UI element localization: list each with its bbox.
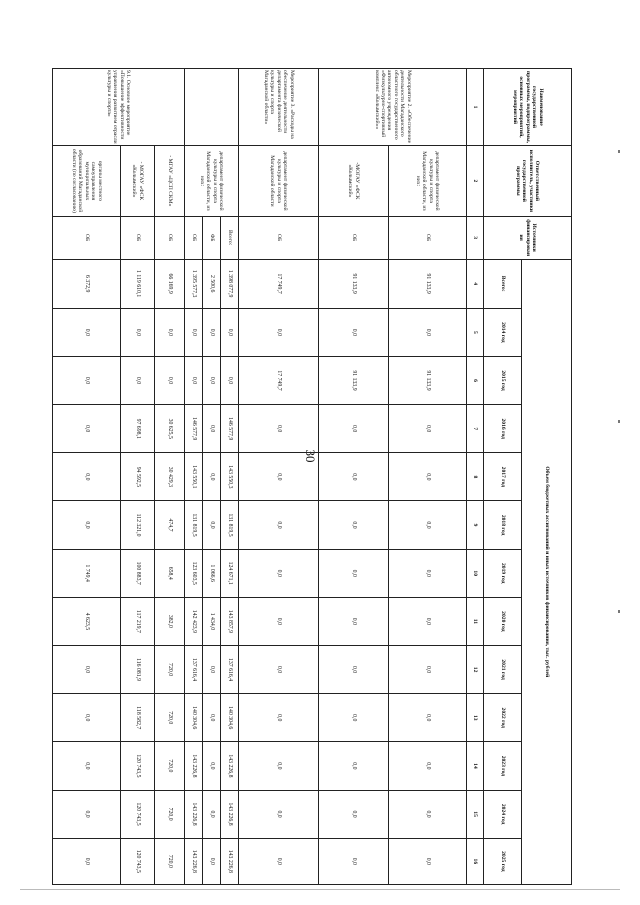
cell-value: 0,0 bbox=[203, 694, 221, 742]
cell-value: 1 066,6 bbox=[203, 549, 221, 597]
cell-value: 720,0 bbox=[155, 838, 185, 884]
cell-value: 0,0 bbox=[239, 790, 319, 838]
cell-total: 2 500,6 bbox=[203, 259, 221, 308]
cell-value: 117 219,7 bbox=[121, 597, 155, 645]
cell-value: 720,0 bbox=[155, 742, 185, 790]
row-executor: департамент физической культуры и спорта Магаданской области bbox=[239, 146, 319, 217]
header-year: 2023 год bbox=[484, 742, 522, 790]
row-source: Всего: bbox=[221, 216, 239, 259]
cell-value: 0,0 bbox=[121, 308, 155, 356]
row-source: ФБ bbox=[203, 216, 221, 259]
cell-value: 0,0 bbox=[53, 405, 121, 453]
cell-value: 0,0 bbox=[53, 742, 121, 790]
row-executor: -МОГАУ «ФСК «Колымский» bbox=[319, 146, 389, 217]
cell-value: 0,0 bbox=[319, 790, 389, 838]
cell-value: 131 819,5 bbox=[185, 501, 203, 549]
cell-value: 0,0 bbox=[319, 838, 389, 884]
cell-value: 137 616,4 bbox=[221, 645, 239, 693]
cell-value: 0,0 bbox=[239, 549, 319, 597]
cell-value: 0,0 bbox=[53, 501, 121, 549]
header-year: 2017 год bbox=[484, 453, 522, 501]
column-number: 13 bbox=[467, 694, 484, 742]
cell-value: 0,0 bbox=[155, 356, 185, 404]
cell-value: 143 226,8 bbox=[185, 742, 203, 790]
cell-value: 658,4 bbox=[155, 549, 185, 597]
header-volume: Объем бюджетных ассигнований и иных источников финансирования, тыс. рублей bbox=[522, 259, 572, 884]
cell-value: 97 698,1 bbox=[121, 405, 155, 453]
cell-value: 0,0 bbox=[185, 356, 203, 404]
scan-mark bbox=[618, 610, 620, 613]
cell-total: 91 133,9 bbox=[319, 259, 389, 308]
cell-total: 66 169,9 bbox=[155, 259, 185, 308]
cell-total: 1 398 077,9 bbox=[221, 259, 239, 308]
row-executor: департамент физической культуры и спорта Магаданской области, из них: bbox=[389, 146, 467, 217]
cell-value: 17 749,7 bbox=[239, 356, 319, 404]
cell-value: 0,0 bbox=[185, 308, 203, 356]
header-year: 2022 год bbox=[484, 694, 522, 742]
column-number: 5 bbox=[467, 308, 484, 356]
cell-value: 143 226,8 bbox=[185, 838, 203, 884]
header-year: 2020 год bbox=[484, 597, 522, 645]
row-executor: - МОГАУ «ФСК «Колымский» bbox=[121, 146, 155, 217]
header-total: Всего: bbox=[484, 259, 522, 308]
header-year: 2016 год bbox=[484, 405, 522, 453]
cell-value: 0,0 bbox=[203, 790, 221, 838]
scan-mark bbox=[618, 150, 620, 153]
cell-value: 0,0 bbox=[319, 453, 389, 501]
row-executor: - МГАУ «ЦСП СКМ» bbox=[155, 146, 185, 217]
cell-value: 4 623,5 bbox=[53, 597, 121, 645]
cell-value: 720,0 bbox=[155, 790, 185, 838]
scan-edge-line bbox=[20, 889, 620, 890]
cell-value: 0,0 bbox=[203, 356, 221, 404]
column-number: 7 bbox=[467, 405, 484, 453]
cell-value: 0,0 bbox=[53, 356, 121, 404]
column-number: 12 bbox=[467, 645, 484, 693]
cell-value: 0,0 bbox=[53, 645, 121, 693]
cell-value: 0,0 bbox=[319, 501, 389, 549]
header-year: 2019 год bbox=[484, 549, 522, 597]
cell-value: 140 304,6 bbox=[221, 694, 239, 742]
cell-value: 0,0 bbox=[319, 694, 389, 742]
cell-value: 1 434,0 bbox=[203, 597, 221, 645]
header-year: 2025 год bbox=[484, 838, 522, 884]
cell-value: 0,0 bbox=[389, 645, 467, 693]
cell-value: 0,0 bbox=[203, 308, 221, 356]
row-executor: департамент физической культуры и спорта Магаданской области, из них: bbox=[185, 146, 239, 217]
cell-value: 143 226,8 bbox=[185, 790, 203, 838]
cell-value: 112 321,0 bbox=[121, 501, 155, 549]
row-source: ОБ bbox=[185, 216, 203, 259]
cell-value: 120 743,5 bbox=[121, 838, 155, 884]
cell-value: 0,0 bbox=[239, 405, 319, 453]
cell-value: 0,0 bbox=[389, 790, 467, 838]
header-year: 2015 год bbox=[484, 356, 522, 404]
cell-value: 120 743,5 bbox=[121, 742, 155, 790]
row-name: 9.1. Основное мероприятие «Повышение эффективности управления развитием отрасли культуры и спорта» bbox=[53, 69, 185, 146]
cell-value: 0,0 bbox=[319, 742, 389, 790]
cell-value: 143 226,8 bbox=[221, 742, 239, 790]
cell-value: 146 577,9 bbox=[185, 405, 203, 453]
header-year: 2018 год bbox=[484, 501, 522, 549]
column-number: 11 bbox=[467, 597, 484, 645]
column-number: 2 bbox=[467, 146, 484, 217]
row-source: ОБ bbox=[155, 216, 185, 259]
row-source: ОБ bbox=[239, 216, 319, 259]
column-number: 4 bbox=[467, 259, 484, 308]
column-number: 10 bbox=[467, 549, 484, 597]
cell-value: 91 133,9 bbox=[389, 356, 467, 404]
header-year: 2024 год bbox=[484, 790, 522, 838]
cell-value: 0,0 bbox=[389, 838, 467, 884]
cell-total: 1 395 577,3 bbox=[185, 259, 203, 308]
cell-value: 120 743,5 bbox=[121, 790, 155, 838]
cell-value: 0,0 bbox=[203, 742, 221, 790]
header-year: 2021 год bbox=[484, 645, 522, 693]
column-number: 14 bbox=[467, 742, 484, 790]
cell-value: 143 857,9 bbox=[221, 597, 239, 645]
cell-total: 91 133,9 bbox=[389, 259, 467, 308]
cell-value: 0,0 bbox=[203, 501, 221, 549]
row-source: ОБ bbox=[389, 216, 467, 259]
cell-value: 94 592,5 bbox=[121, 453, 155, 501]
cell-total: 17 749,7 bbox=[239, 259, 319, 308]
cell-value: 0,0 bbox=[389, 453, 467, 501]
cell-value: 1 749,4 bbox=[53, 549, 121, 597]
cell-value: 0,0 bbox=[53, 694, 121, 742]
cell-value: 474,7 bbox=[155, 501, 185, 549]
cell-value: 30 625,5 bbox=[155, 405, 185, 453]
header-source: Источники финансирования bbox=[484, 216, 572, 259]
cell-value: 0,0 bbox=[239, 742, 319, 790]
cell-value: 720,0 bbox=[155, 694, 185, 742]
cell-value: 0,0 bbox=[121, 356, 155, 404]
column-number: 6 bbox=[467, 356, 484, 404]
cell-value: 124 671,1 bbox=[221, 549, 239, 597]
cell-value: 143 550,3 bbox=[221, 453, 239, 501]
row-executor: органы местного самоуправления муниципальных образований Магаданской области (по согласованию) bbox=[53, 146, 121, 217]
cell-value: 0,0 bbox=[239, 453, 319, 501]
cell-value: 0,0 bbox=[221, 356, 239, 404]
row-name: Мероприятие 3. «Расходы на обеспечение деятельности департамента физической культуры и спорта Магаданской области» bbox=[239, 69, 319, 146]
cell-total: 6 372,9 bbox=[53, 259, 121, 308]
cell-value: 100 883,7 bbox=[121, 549, 155, 597]
cell-value: 0,0 bbox=[239, 694, 319, 742]
cell-value: 0,0 bbox=[389, 694, 467, 742]
row-source: ОБ bbox=[121, 216, 155, 259]
cell-value: 0,0 bbox=[53, 308, 121, 356]
column-number: 15 bbox=[467, 790, 484, 838]
column-number: 16 bbox=[467, 838, 484, 884]
cell-value: 91 133,9 bbox=[319, 356, 389, 404]
cell-value: 143 226,8 bbox=[221, 838, 239, 884]
cell-value: 143 226,8 bbox=[221, 790, 239, 838]
cell-value: 146 577,9 bbox=[221, 405, 239, 453]
cell-value: 0,0 bbox=[53, 790, 121, 838]
row-source: ОБ bbox=[53, 216, 121, 259]
cell-value: 0,0 bbox=[239, 838, 319, 884]
cell-value: 0,0 bbox=[389, 308, 467, 356]
column-number: 9 bbox=[467, 501, 484, 549]
page-number: 30 bbox=[303, 449, 318, 463]
cell-value: 0,0 bbox=[389, 405, 467, 453]
cell-value: 143 550,1 bbox=[185, 453, 203, 501]
cell-value: 0,0 bbox=[319, 308, 389, 356]
cell-value: 0,0 bbox=[319, 597, 389, 645]
cell-value: 0,0 bbox=[53, 838, 121, 884]
cell-value: 0,0 bbox=[203, 838, 221, 884]
cell-value: 0,0 bbox=[155, 308, 185, 356]
cell-value: 0,0 bbox=[203, 453, 221, 501]
header-executor: Ответственный исполнитель, участники государственной программы bbox=[484, 146, 572, 217]
rotated-table-container bbox=[57, 68, 572, 885]
cell-total: 1 119 610,1 bbox=[121, 259, 155, 308]
cell-value: 720,0 bbox=[155, 645, 185, 693]
cell-value: 0,0 bbox=[53, 453, 121, 501]
rotated-table-area bbox=[57, 68, 572, 885]
cell-value: 0,0 bbox=[203, 405, 221, 453]
scan-mark bbox=[618, 420, 620, 423]
row-name: Мероприятие 2. «Обеспечение деятельности Магаданского областного государственного автономного учреждения «Физкультурно-спортивный комплекс «Колымский»» bbox=[319, 69, 467, 146]
cell-value: 0,0 bbox=[319, 645, 389, 693]
cell-value: 382,0 bbox=[155, 597, 185, 645]
cell-value: 116 081,9 bbox=[121, 645, 155, 693]
cell-value: 0,0 bbox=[239, 308, 319, 356]
header-year: 2014 год bbox=[484, 308, 522, 356]
column-number: 8 bbox=[467, 453, 484, 501]
cell-value: 0,0 bbox=[389, 597, 467, 645]
row-source: ОБ bbox=[319, 216, 389, 259]
cell-value: 30 429,3 bbox=[155, 453, 185, 501]
cell-value: 0,0 bbox=[239, 501, 319, 549]
cell-value: 118 582,7 bbox=[121, 694, 155, 742]
cell-value: 0,0 bbox=[319, 405, 389, 453]
column-number: 3 bbox=[467, 216, 484, 259]
cell-value: 140 304,6 bbox=[185, 694, 203, 742]
cell-value: 131 819,5 bbox=[221, 501, 239, 549]
funding-table bbox=[52, 68, 572, 885]
cell-value: 0,0 bbox=[319, 549, 389, 597]
cell-value: 0,0 bbox=[239, 597, 319, 645]
header-name: Наименование государственной программы, подпрограммы, основных мероприятий, мероприятий bbox=[484, 69, 572, 146]
row-name-empty bbox=[185, 69, 239, 146]
cell-value: 0,0 bbox=[221, 308, 239, 356]
cell-value: 0,0 bbox=[389, 549, 467, 597]
cell-value: 123 603,5 bbox=[185, 549, 203, 597]
cell-value: 0,0 bbox=[389, 742, 467, 790]
cell-value: 0,0 bbox=[239, 645, 319, 693]
cell-value: 0,0 bbox=[203, 645, 221, 693]
cell-value: 137 616,4 bbox=[185, 645, 203, 693]
cell-value: 142 423,9 bbox=[185, 597, 203, 645]
cell-value: 0,0 bbox=[389, 501, 467, 549]
column-number: 1 bbox=[467, 69, 484, 146]
